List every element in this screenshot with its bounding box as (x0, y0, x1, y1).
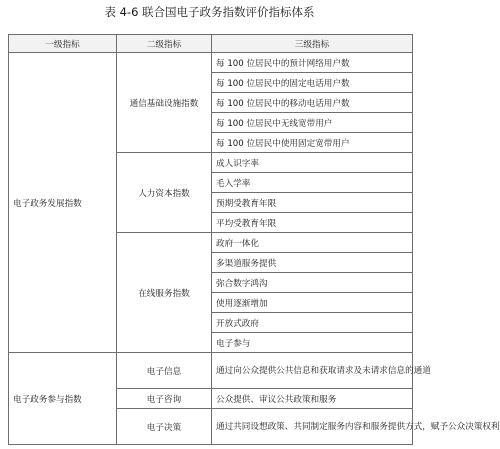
level2-cell: 电子决策 (117, 409, 212, 445)
level3-cell: 每 100 位居民中使用固定宽带用户 (212, 133, 413, 153)
header-level2: 二级指标 (117, 35, 212, 53)
level1-cell: 电子政务参与指数 (9, 353, 117, 445)
level3-cell: 政府一体化 (212, 233, 413, 253)
level3-cell: 开放式政府 (212, 313, 413, 333)
level3-cell: 每 100 位居民中无线宽带用户 (212, 113, 413, 133)
level3-cell: 弥合数字鸿沟 (212, 273, 413, 293)
level2-cell: 在线服务指数 (117, 233, 212, 353)
level3-cell: 每 100 位居民中的移动电话用户数 (212, 93, 413, 113)
level2-cell: 通信基础设施指数 (117, 53, 212, 153)
level3-cell: 电子参与 (212, 333, 413, 353)
table-row (9, 53, 413, 73)
level3-cell: 多渠道服务提供 (212, 253, 413, 273)
table-caption: 表 4-6 联合国电子政务指数评价指标体系 (104, 5, 315, 19)
level3-cell: 公众提供、审议公共政策和服务 (212, 389, 413, 409)
level1-cell: 电子政务发展指数 (9, 53, 117, 353)
level3-cell: 预期受教育年限 (212, 193, 413, 213)
header-level1: 一级指标 (9, 35, 117, 53)
level3-cell: 每 100 位居民中的固定电话用户数 (212, 73, 413, 93)
level3-cell: 成人识字率 (212, 153, 413, 173)
level2-cell: 电子信息 (117, 353, 212, 389)
level2-cell: 人力资本指数 (117, 153, 212, 233)
indicator-table (8, 34, 500, 445)
table-row (9, 353, 413, 389)
level3-cell: 平均受教育年限 (212, 213, 413, 233)
level3-cell: 每 100 位居民中的预计网络用户数 (212, 53, 413, 73)
level2-cell: 电子咨询 (117, 389, 212, 409)
level3-cell: 通过向公众提供公共信息和获取请求及未请求信息的通道 (212, 353, 413, 389)
header-level3: 三级指标 (212, 35, 413, 53)
table-header-row (9, 35, 413, 53)
level3-cell: 通过共同设想政策、共同制定服务内容和服务提供方式，赋予公众决策权利 (212, 409, 413, 445)
level3-cell: 毛入学率 (212, 173, 413, 193)
level3-cell: 使用逐渐增加 (212, 293, 413, 313)
